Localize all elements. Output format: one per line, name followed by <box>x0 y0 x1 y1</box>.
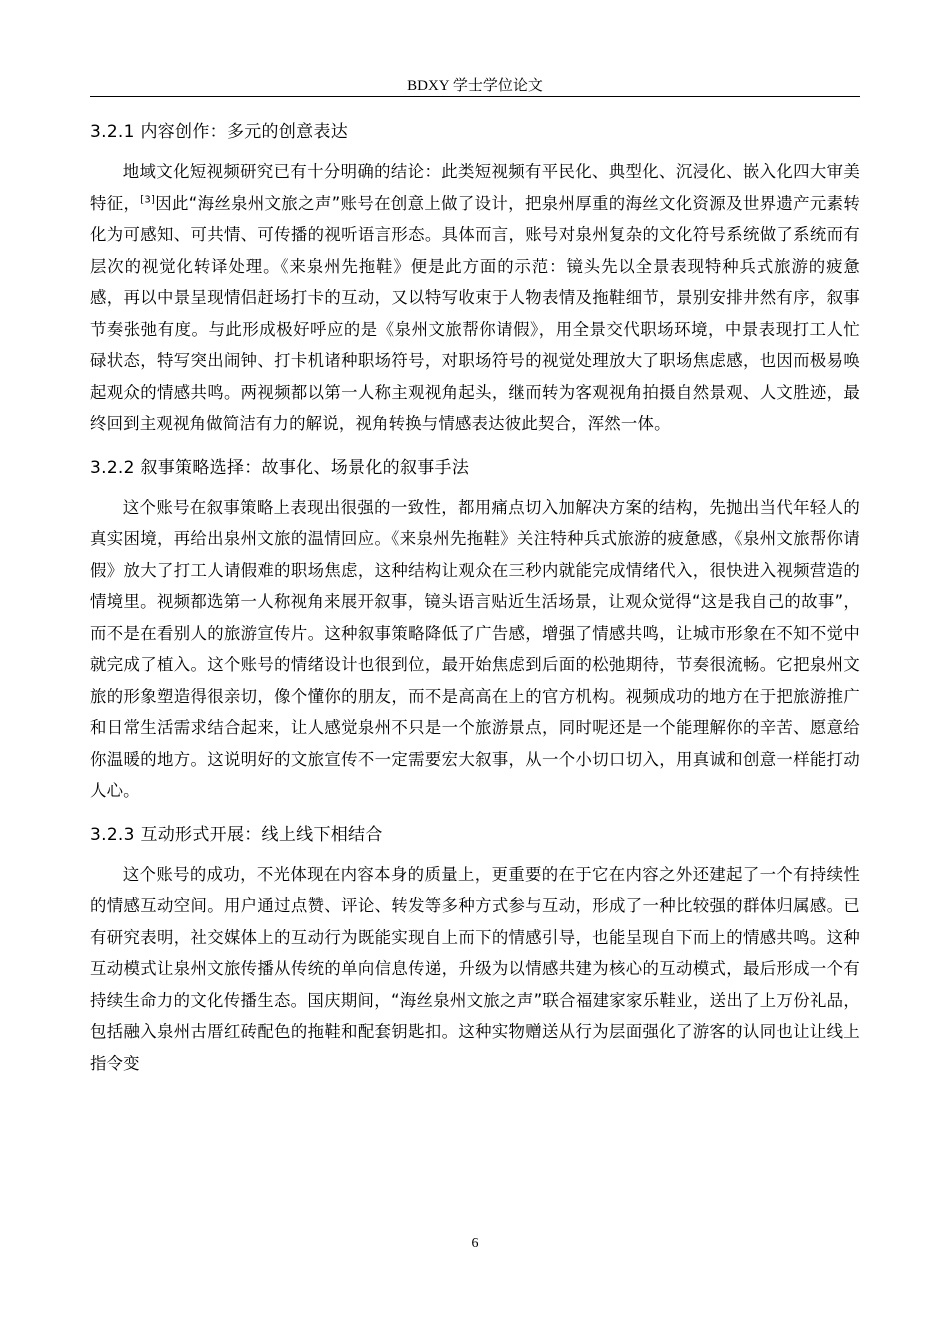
paragraph-text: 地域文化短视频研究已有十分明确的结论：此类短视频有平民化、典型化、沉浸化、嵌入化四大审美特征， <box>90 162 860 213</box>
running-header: BDXY 学士学位论文 <box>407 78 543 94</box>
section-heading-3-2-3: 3.2.3 互动形式开展：线上线下相结合 <box>90 824 383 845</box>
section-heading-3-2-2: 3.2.2 叙事策略选择：故事化、场景化的叙事手法 <box>90 457 470 478</box>
paragraph-3-2-3: 这个账号的成功，不光体现在内容本身的质量上，更重要的在于它在内容之外还建起了一个有持续性的情感互动空间。用户通过点赞、评论、转发等多种方式参与互动，形成了一种比较强的群体归属感。已有研究表明，社交媒体上的互动行为既能实现自上而下的情感引导，也能呈现自下而上的情感共鸣。这种互动模式让泉州文旅传播从传统的单向信息传递，升级为以情感共建为核心的互动模式，最后形成一个有持续生命力的文化传播生态。国庆期间，“海丝泉州文旅之声”联合福建家家乐鞋业，送出了上万份礼品，包括融入泉州古厝红砖配色的拖鞋和配套钥匙扣。这种实物赠送从行为层面强化了游客的认同也让让线上指令变 <box>90 864 860 1073</box>
page-body <box>90 110 860 1093</box>
section-heading-3-2-1: 3.2.1 内容创作：多元的创意表达 <box>90 122 349 142</box>
paragraph-text: 因此“海丝泉州文旅之声”账号在创意上做了设计，把泉州厚重的海丝文化资源及世界遗产元素转化为可感知、可共情、可传播的视听语言形态。具体而言，账号对泉州复杂的文化符号系统做了系统而有层次的视觉化转译处理。《来泉州先拖鞋》便是此方面的示范：镜头先以全景表现特种兵式旅游的疲惫感，再以中景呈现情侣赶场打卡的互动，又以特写收束于人物表情及拖鞋细节，景别安排井然有序，叙事节奏张弛有度。与此形成极好呼应的是《泉州文旅帮你请假》，用全景交代职场环境，中景表现打工人忙碌状态，特写突出闹钟、打卡机诸种职场符号，对职场符号的视觉处理放大了职场焦虑感，也因而极易唤起观众的情感共鸣。两视频都以第一人称主观视角起头，继而转为客观视角拍摄自然景观、人文胜迹，最终回到主观视角做简洁有力的解说，视角转换与情感表达彼此契合，浑然一体。 <box>90 193 860 433</box>
citation-ref: [3] <box>140 194 156 206</box>
paragraph-3-2-1 <box>90 156 860 440</box>
page-number: 6 <box>471 1236 479 1251</box>
paragraph-3-2-2: 这个账号在叙事策略上表现出很强的一致性，都用痛点切入加解决方案的结构，先抛出当代年轻人的真实困境，再给出泉州文旅的温情回应。《来泉州先拖鞋》关注特种兵式旅游的疲惫感，《泉州文旅帮你请假》放大了打工人请假难的职场焦虑，这种结构让观众在三秒内就能完成情绪代入，很快进入视频营造的情境里。视频都选第一人称视角来展开叙事，镜头语言贴近生活场景，让观众觉得“这是我自己的故事”，而不是在看别人的旅游宣传片。这种叙事策略降低了广告感，增强了情感共鸣，让城市形象在不知不觉中就完成了植入。这个账号的情绪设计也很到位，最开始焦虑到后面的松弛期待，节奏很流畅。它把泉州文旅的形象塑造得很亲切，像个懂你的朋友，而不是高高在上的官方机构。视频成功的地方在于把旅游推广和日常生活需求结合起来，让人感觉泉州不只是一个旅游景点，同时呢还是一个能理解你的辛苦、愿意给你温暖的地方。这说明好的文旅宣传不一定需要宏大叙事，从一个小切口切入，用真诚和创意一样能打动人心。 <box>90 497 860 800</box>
header-divider <box>90 96 860 97</box>
